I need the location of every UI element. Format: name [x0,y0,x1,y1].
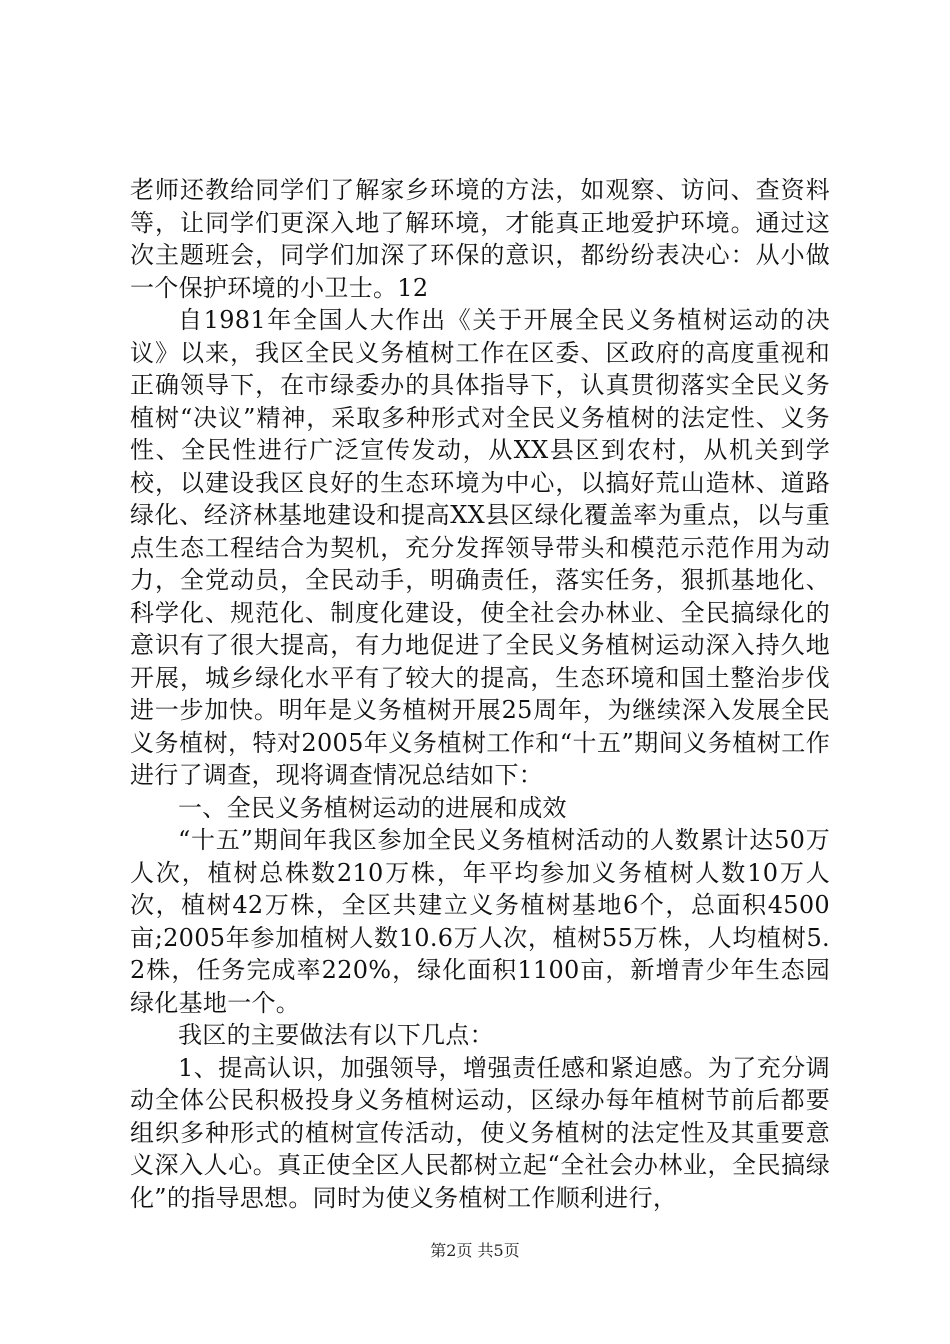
paragraph-method-1: 1、提高认识，加强领导，增强责任感和紧迫感。为了充分调动全体公民积极投身义务植树运动，区绿办每年植树节前后都要组织多种形式的植树宣传活动，使义务植树的法定性及其重要意义深入人心。真正使全区人民都树立起“全社会办林业，全民搞绿化”的指导思想。同时为使义务植树工作顺利进行， [130,1053,830,1212]
section-heading-progress: 一、全民义务植树运动的进展和成效 [178,793,567,822]
paragraph-env-education: 老师还教给同学们了解家乡环境的方法，如观察、访问、查资料等，让同学们更深入地了解环境，才能真正地爱护环境。通过这次主题班会，同学们加深了环保的意识，都纷纷表决心：从小做一个保护环境的小卫士。12 [130,176,830,302]
paragraph-methods-lead: 我区的主要做法有以下几点： [178,1021,494,1049]
page-number: 第2页 共5页 [430,1241,520,1260]
paragraph-tree-planting-intro: 自1981年全国人大作出《关于开展全民义务植树运动的决议》以来，我区全民义务植树工作在区委、区政府的高度重视和正确领导下，在市绿委办的具体指导下，认真贯彻落实全民义务植树“决议”精神，采取多种形式对全民义务植树的法定性、义务性、全民性进行广泛宣传发动，从XX县区到农村，从机关到学校，以建设我区良好的生态环境为中心，以搞好荒山造林、道路绿化、经济林基地建设和提高XX县区绿化覆盖率为重点，以与重点生态工程结合为契机，充分发挥领导带头和模范示范作用为动力，全党动员，全民动手，明确责任，落实任务，狠抓基地化、科学化、规范化、制度化建设，使全社会办林业、全民搞绿化的意识有了很大提高，有力地促进了全民义务植树运动深入持久地开展，城乡绿化水平有了较大的提高，生态环境和国土整治步伐进一步加快。明年是义务植树开展25周年，为继续深入发展全民义务植树，特对2005年义务植树工作和“十五”期间义务植树工作进行了调查，现将调查情况总结如下： [130,306,830,789]
document-body [130,174,830,1214]
paragraph-statistics: “十五”期间年我区参加全民义务植树活动的人数累计达50万人次，植树总株数210万株，年平均参加义务植树人数10万人次，植树42万株，全区共建立义务植树基地6个，总面积4500亩;2005年参加植树人数10.6万人次，植树55万株，人均植树5.2株，任务完成率220%，绿化面积1100亩，新增青少年生态园绿化基地一个。 [130,826,830,1017]
